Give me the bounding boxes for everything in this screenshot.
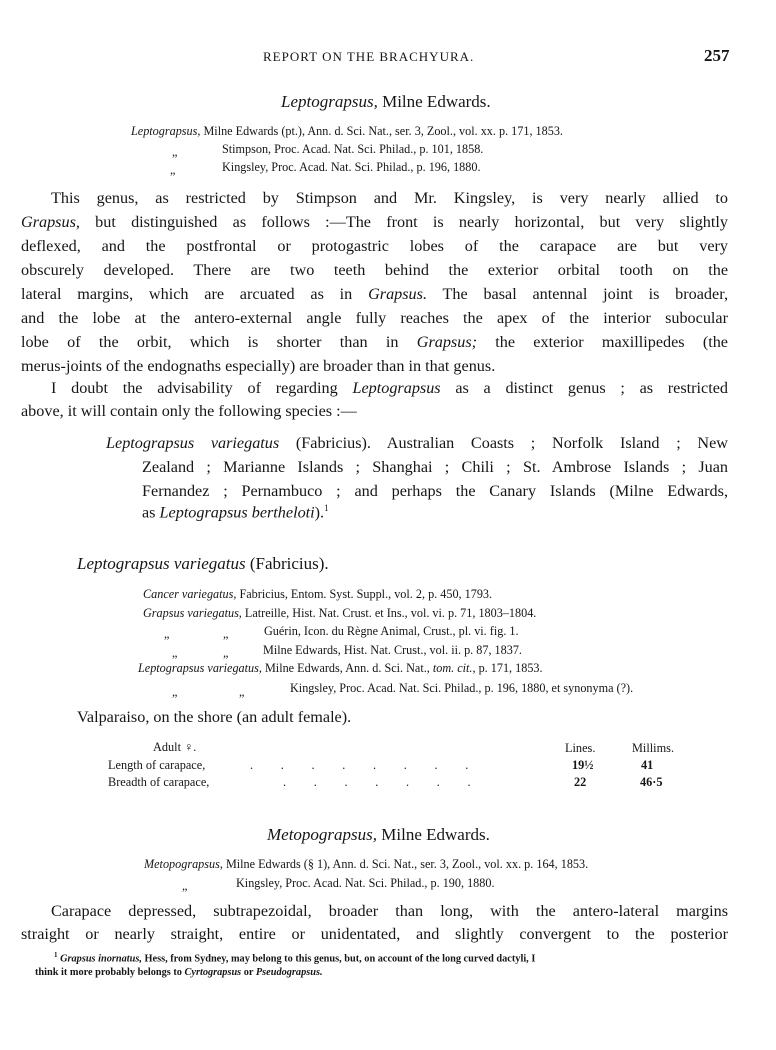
body-line [21,333,728,352]
synonym-ditto: „ [182,879,188,893]
taxon: Leptograpsus [352,379,441,397]
synonym-lead: Leptograpsus, [131,124,201,138]
synonym-text: Stimpson, Proc. Acad. Nat. Sci. Philad., p. 101, 1858. [222,142,484,156]
body-text: but distinguished as follows :—The front is nearly horizontal, but very slightly [79,213,728,231]
species-list-line: Fernandez ; Pernambuco ; and perhaps the Canary Islands (Milne Edwards, [142,482,728,500]
synonym-text: tom. cit., [432,661,476,675]
taxon: Grapsus inornatus, [60,953,142,965]
body-line [51,379,728,398]
footnote-line [35,967,323,978]
table-cell-millims: 41 [641,758,654,772]
synonym-text: Milne Edwards (§ 1), Ann. d. Sci. Nat., ser. 3, Zool., vol. xx. p. 164, 1853. [222,857,589,871]
species-heading [77,554,329,574]
synonym-text: p. 171, 1853. [475,661,543,675]
taxon: Leptograpsus variegatus [106,434,280,452]
body-text: lateral margins, which are arcuated as in [21,285,369,303]
synonym-ditto: „ [172,145,178,159]
synonym-line [138,661,543,676]
table-row-label: Breadth of carapace, [108,775,210,789]
footnote-marker[interactable]: 1 [324,503,329,513]
body-text: I doubt the advisability of regarding [51,379,353,397]
body-text: as a distinct genus ; as restricted [440,379,728,397]
synonym-line [131,124,563,139]
synonym-lead: Metopograpsus, [144,857,223,871]
body-text: (Fabricius). Australian Coasts ; Norfolk Island ; New [279,434,728,452]
table-row-label: Length of carapace, [108,758,206,772]
synonym-text: Fabricius, Entom. Syst. Suppl., vol. 2, p. 450, 1793. [236,587,493,601]
page-number: 257 [704,46,730,65]
synonym-lead: Cancer variegatus, [143,587,237,601]
synonym-lead: Grapsus variegatus, [143,606,242,620]
locality: Valparaiso, on the shore (an adult female). [77,708,352,726]
synonym-text: Latreille, Hist. Nat. Crust. et Ins., vol. vi. p. 71, 1803–1804. [241,606,537,620]
synonym-lead: Leptograpsus variegatus, [138,661,262,675]
table-leader-dots: . . . . . . . [283,775,471,789]
footnote-text: Hess, from Sydney, may belong to this genus, but, on account of the long curved dactyli, I [141,953,536,965]
body-line: above, it will contain only the following species :— [21,402,357,420]
synonym-text: Kingsley, Proc. Acad. Nat. Sci. Philad., p. 190, 1880. [236,876,495,890]
footnote-text: think it more probably belongs to [35,967,185,978]
synonym-text: Kingsley, Proc. Acad. Nat. Sci. Philad., p. 196, 1880, et synonyma (?). [290,681,634,695]
body-line: and the lobe at the antero-external angle fully reaches the apex of the interior subocular [21,309,728,327]
footnote [54,951,535,964]
body-line: This genus, as restricted by Stimpson and Mr. Kingsley, is very nearly allied to [51,189,728,207]
genus-name: Metopograpsus, [267,825,378,844]
species-list-line: Zealand ; Marianne Islands ; Shanghai ; Chili ; St. Ambrose Islands ; Juan [142,458,728,476]
body-line: merus-joints of the endognaths especially) are broader than in that genus. [21,357,496,375]
genus-name: Leptograpsus, [281,92,378,111]
taxon: Pseudograpsus. [255,967,323,978]
taxon: Grapsus, [21,213,80,231]
table-cell-millims: 46·5 [640,775,663,789]
footnote-mark: 1 [54,951,58,959]
synonym-ditto: „ [170,163,176,177]
genus-heading-metopograpsus [267,825,490,845]
synonym-line [143,606,536,621]
table-col-lines: Lines. [565,741,596,755]
taxon: Grapsus. [368,285,427,303]
species-authority: (Fabricius). [245,554,329,573]
body-text: as [142,503,160,522]
synonym-ditto: „ [172,685,178,699]
body-line: Carapace depressed, subtrapezoidal, broader than long, with the antero-lateral margins [51,902,728,920]
synonym-text: Milne Edwards, Ann. d. Sci. Nat., [261,661,433,675]
table-cell-lines: 19½ [572,758,594,772]
body-text: the exterior maxillipedes (the [477,333,728,351]
synonym-ditto: „ [223,627,229,641]
synonym-ditto: „ [223,646,229,660]
synonym-text: Guérin, Icon. du Règne Animal, Crust., pl. vi. fig. 1. [264,624,519,638]
genus-authority: Milne Edwards. [377,825,490,844]
body-line [21,285,728,304]
species-list-line [142,503,329,522]
synonym-ditto: „ [164,627,170,641]
running-title: REPORT ON THE BRACHYURA. [263,49,475,64]
synonym-ditto: „ [172,646,178,660]
species-list-line [106,434,728,453]
body-line: deflexed, and the postfrontal or protogastric lobes of the carapace are but very [21,237,728,255]
body-line [21,213,728,232]
body-line: obscurely developed. There are two teeth behind the exterior orbital tooth on the [21,261,728,279]
body-text: ). [314,503,325,522]
synonym-line [143,587,492,602]
synonym-ditto: „ [239,685,245,699]
body-text: lobe of the orbit, which is shorter than in [21,333,417,351]
table-cell-lines: 22 [574,775,587,789]
genus-heading-leptograpsus [281,92,491,112]
table-head-label: Adult ♀. [153,740,197,754]
synonym-text: Milne Edwards, Hist. Nat. Crust., vol. ii. p. 87, 1837. [263,643,522,657]
synonym-text: Milne Edwards (pt.), Ann. d. Sci. Nat., ser. 3, Zool., vol. xx. p. 171, 1853. [200,124,563,138]
footnote-text: or [241,967,256,978]
species-name: Leptograpsus variegatus [77,554,246,573]
synonym-text: Kingsley, Proc. Acad. Nat. Sci. Philad., p. 196, 1880. [222,160,481,174]
table-col-millims: Millims. [632,741,675,755]
table-leader-dots: . . . . . . . . [250,758,469,772]
taxon: Cyrtograpsus [184,967,242,978]
body-line: straight or nearly straight, entire or unidentated, and slightly convergent to the posterior [21,925,728,943]
genus-authority: Milne Edwards. [377,92,491,111]
synonym-line [144,857,588,872]
taxon: Leptograpsus bertheloti [159,503,315,522]
taxon: Grapsus; [416,333,478,351]
body-text: The basal antennal joint is broader, [427,285,728,303]
